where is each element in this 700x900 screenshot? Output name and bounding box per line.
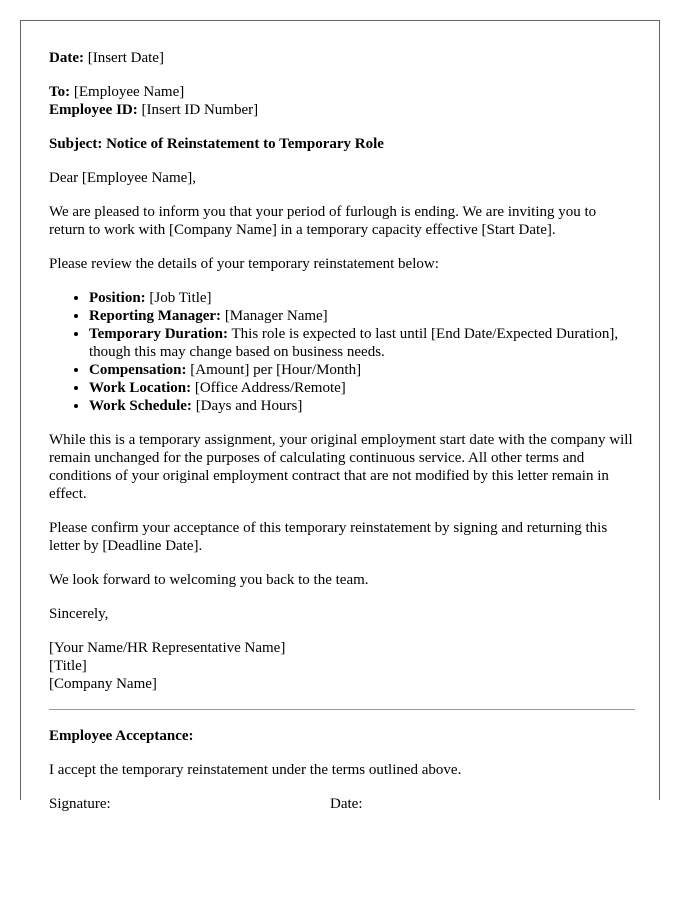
intro-paragraph: We are pleased to inform you that your period of furlough is ending. We are inviting you to return to work with [Company Name] in a temporary capacity effective [Start Date]. [49, 204, 597, 238]
detail-item-compensation [89, 361, 635, 379]
detail-label: Work Location: [89, 380, 192, 396]
subject-text: Subject: Notice of Reinstatement to Temporary Role [49, 136, 384, 152]
employee-id-line [49, 101, 635, 119]
details-list [49, 289, 635, 415]
date-label: Date: [49, 50, 84, 66]
to-label: To: [49, 84, 71, 100]
detail-label: Reporting Manager: [89, 308, 222, 324]
subject-line [49, 135, 635, 153]
signoff-block [49, 639, 635, 693]
detail-value: [Job Title] [149, 290, 212, 306]
to-value: [Employee Name] [73, 84, 185, 100]
acceptance-heading-text: Employee Acceptance: [49, 728, 194, 744]
detail-value: This role is expected to last until [End Date/Expected Duration], though this may change based on business needs. [89, 326, 619, 360]
detail-label: Position: [89, 290, 146, 306]
to-line [49, 83, 635, 101]
detail-value: [Amount] per [Hour/Month] [190, 362, 362, 378]
signoff-title: [Title] [49, 658, 87, 674]
detail-label: Temporary Duration: [89, 326, 229, 342]
signature-row [49, 795, 635, 813]
employment-terms-paragraph: While this is a temporary assignment, your original employment start date with the company will remain unchanged for the purposes of calculating continuous service. All other terms and conditions of your original employment contract that are not modified by this letter remain in effect. [49, 432, 633, 502]
acceptance-statement: I accept the temporary reinstatement under the terms outlined above. [49, 762, 462, 778]
detail-value: [Manager Name] [224, 308, 328, 324]
signature-label: Signature: [49, 796, 111, 812]
letter-page [20, 20, 660, 812]
detail-item-position [89, 289, 635, 307]
confirm-paragraph: Please confirm your acceptance of this temporary reinstatement by signing and returning this letter by [Deadline Date]. [49, 520, 608, 554]
acceptance-date-label: Date: [330, 796, 363, 812]
detail-value: [Days and Hours] [195, 398, 303, 414]
detail-value: [Office Address/Remote] [194, 380, 346, 396]
detail-label: Work Schedule: [89, 398, 192, 414]
detail-label: Compensation: [89, 362, 187, 378]
employee-id-value: [Insert ID Number] [141, 102, 259, 118]
detail-item-reporting-manager [89, 307, 635, 325]
signoff-company: [Company Name] [49, 676, 157, 692]
date-line [49, 49, 635, 67]
recipient-block [49, 83, 635, 119]
detail-item-work-location [89, 379, 635, 397]
detail-item-temporary-duration [89, 325, 635, 361]
closing-line: We look forward to welcoming you back to the team. [49, 572, 369, 588]
review-paragraph: Please review the details of your temporary reinstatement below: [49, 256, 439, 272]
employee-id-label: Employee ID: [49, 102, 138, 118]
detail-item-work-schedule [89, 397, 635, 415]
section-divider [49, 709, 635, 710]
signoff-closing: Sincerely, [49, 606, 109, 622]
salutation: Dear [Employee Name], [49, 170, 197, 186]
signoff-name: [Your Name/HR Representative Name] [49, 640, 286, 656]
date-value: [Insert Date] [87, 50, 164, 66]
acceptance-heading [49, 727, 635, 745]
letter-content [49, 49, 635, 813]
